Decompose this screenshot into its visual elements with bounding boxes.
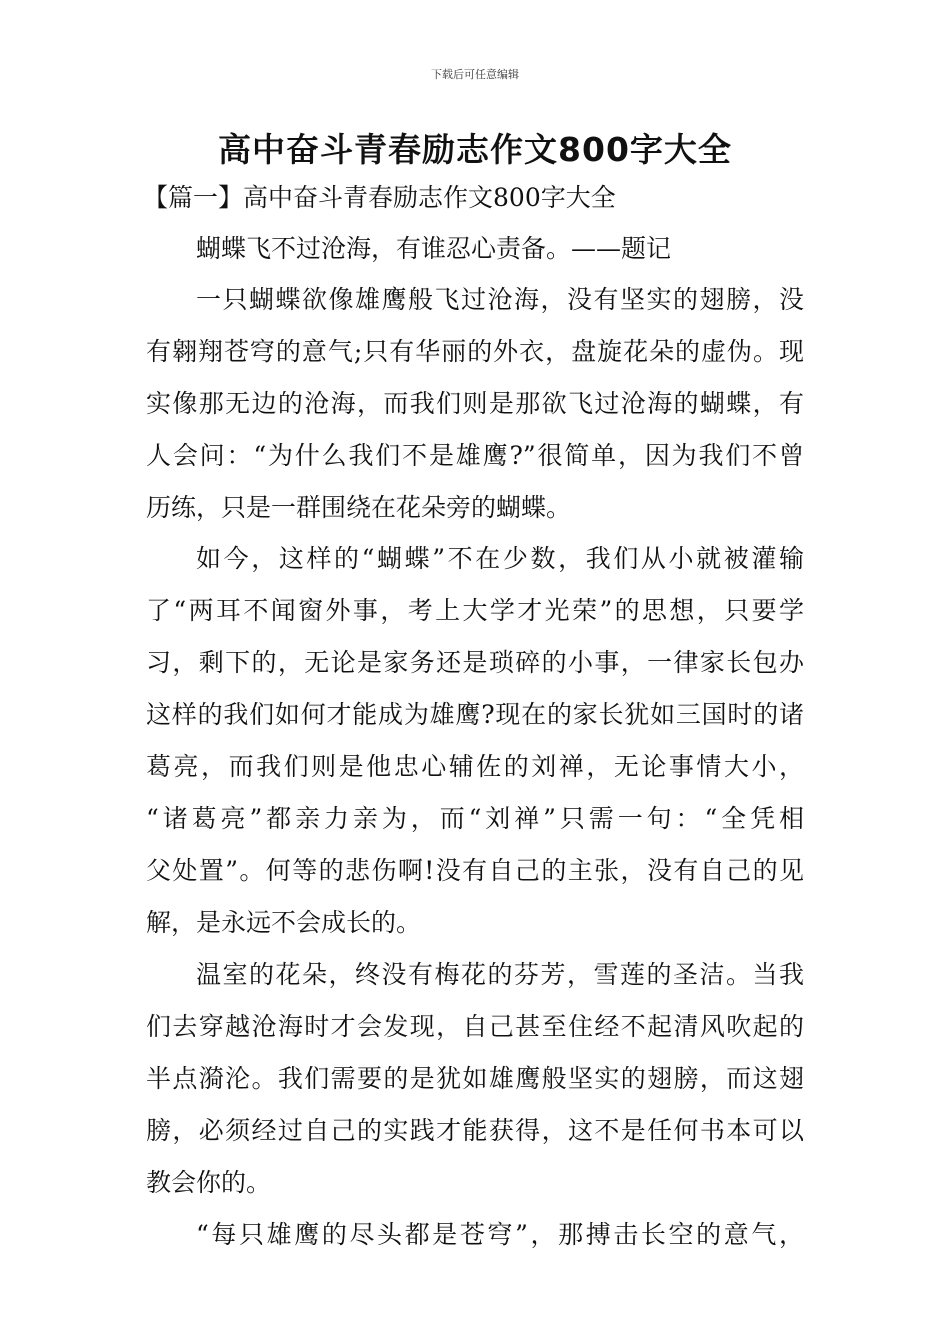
paragraph-line: 葛亮，而我们则是他忠心辅佐的刘禅，无论事情大小，: [146, 752, 804, 781]
paragraph-line: 实像那无边的沧海，而我们则是那欲飞过沧海的蝴蝶，有: [146, 389, 804, 418]
paragraph-line: 历练，只是一群围绕在花朵旁的蝴蝶。: [146, 493, 572, 522]
paragraph-line: 了“两耳不闻窗外事，考上大学才光荣”的思想，只要学: [146, 596, 804, 625]
document-title: 高中奋斗青春励志作文800字大全: [218, 130, 732, 169]
paragraph-line: 解，是永远不会成长的。: [146, 908, 422, 937]
paragraph-line: “每只雄鹰的尽头都是苍穹”，那搏击长空的意气，: [196, 1220, 804, 1249]
paragraph-line: 温室的花朵，终没有梅花的芬芳，雪莲的圣洁。当我: [196, 960, 804, 989]
header-note: 下载后可任意编辑: [431, 68, 519, 81]
paragraph-line: 父处置”。何等的悲伤啊!没有自己的主张，没有自己的见: [146, 856, 804, 885]
paragraph-line: 教会你的。: [146, 1168, 272, 1197]
paragraph-line: 习，剩下的，无论是家务还是琐碎的小事，一律家长包办: [146, 648, 804, 677]
paragraph-line: 一只蝴蝶欲像雄鹰般飞过沧海，没有坚实的翅膀，没: [196, 285, 804, 314]
section-heading: 【篇一】高中奋斗青春励志作文800字大全: [143, 183, 616, 212]
epigraph: 蝴蝶飞不过沧海，有谁忍心责备。——题记: [196, 234, 672, 263]
paragraph-line: “诸葛亮”都亲力亲为，而“刘禅”只需一句：“全凭相: [146, 804, 804, 833]
paragraph-line: 如今，这样的“蝴蝶”不在少数，我们从小就被灌输: [196, 544, 804, 573]
paragraph-line: 这样的我们如何才能成为雄鹰?现在的家长犹如三国时的诸: [146, 700, 804, 729]
paragraph-line: 有翱翔苍穹的意气;只有华丽的外衣，盘旋花朵的虚伪。现: [146, 337, 804, 366]
paragraph-line: 半点漪沦。我们需要的是犹如雄鹰般坚实的翅膀，而这翅: [146, 1064, 804, 1093]
paragraph-line: 膀，必须经过自己的实践才能获得，这不是任何书本可以: [146, 1116, 804, 1145]
paragraph-line: 人会问：“为什么我们不是雄鹰?”很简单，因为我们不曾: [146, 441, 804, 470]
paragraph-line: 们去穿越沧海时才会发现，自己甚至住经不起清风吹起的: [146, 1012, 804, 1041]
